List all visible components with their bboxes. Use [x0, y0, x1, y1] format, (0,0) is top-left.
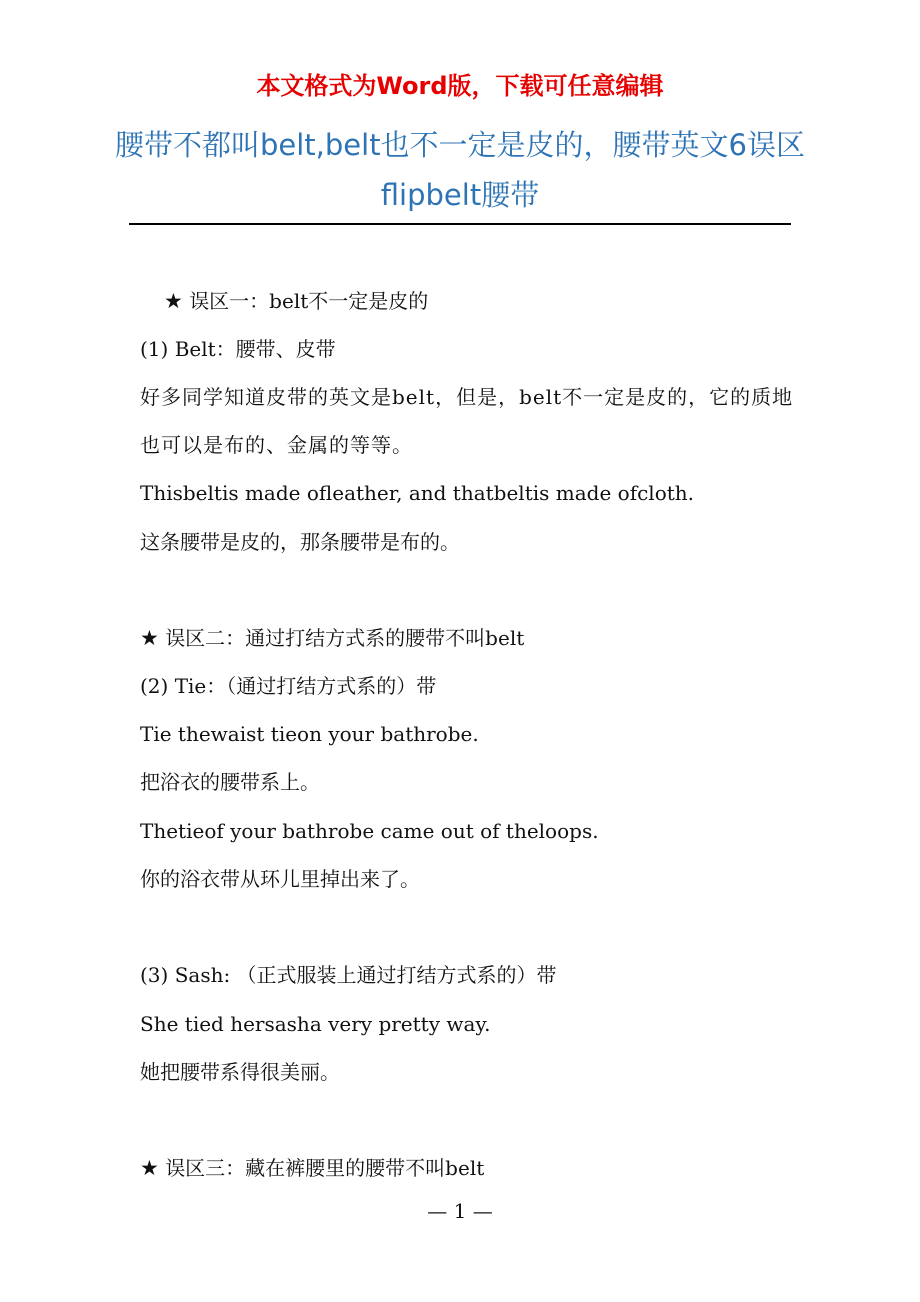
section-heading-text: 误区二：通过打结方式系的腰带不叫belt: [165, 626, 525, 650]
example-en-tie-1: Tie thewaist tieon your bathrobe.: [140, 722, 479, 746]
star-icon: ★: [140, 1156, 159, 1180]
item-sash: (3) Sash: （正式服装上通过打结方式系的）带: [140, 963, 557, 987]
download-notice: 本文格式为Word版，下载可任意编辑: [256, 72, 664, 100]
example-zh-sash: 她把腰带系得很美丽。: [140, 1060, 340, 1084]
section-heading-text: 误区一：belt不一定是皮的: [189, 289, 429, 313]
document-title: 腰带不都叫belt,belt也不一定是皮的，腰带英文6误区 flipbelt腰带: [114, 128, 806, 212]
section-heading-1: [164, 277, 829, 325]
star-icon: ★: [140, 626, 159, 650]
section-heading-text: 误区三：藏在裤腰里的腰带不叫belt: [165, 1156, 485, 1180]
item-belt: (1) Belt：腰带、皮带: [140, 337, 336, 361]
example-en-belt: Thisbeltis made ofleather, and thatbeltis made ofcloth.: [140, 481, 695, 505]
title-divider: [129, 223, 791, 225]
example-zh-belt: 这条腰带是皮的，那条腰带是布的。: [140, 530, 460, 554]
section-heading-2: [140, 614, 805, 662]
paragraph-belt-description: 好多同学知道皮带的英文是belt，但是，belt不一定是皮的，它的质地也可以是布的、金属的等等。: [140, 385, 794, 457]
example-en-sash: She tied hersasha very pretty way.: [140, 1012, 491, 1036]
example-zh-tie-2: 你的浴衣带从环儿里掉出来了。: [140, 867, 420, 891]
example-zh-tie-1: 把浴衣的腰带系上。: [140, 770, 320, 794]
page-number: — 1 —: [427, 1199, 493, 1223]
example-en-tie-2: Thetieof your bathrobe came out of theloops.: [140, 819, 599, 843]
star-icon: ★: [164, 289, 183, 313]
section-heading-3: [140, 1144, 805, 1192]
item-tie: (2) Tie：（通过打结方式系的）带: [140, 674, 437, 698]
